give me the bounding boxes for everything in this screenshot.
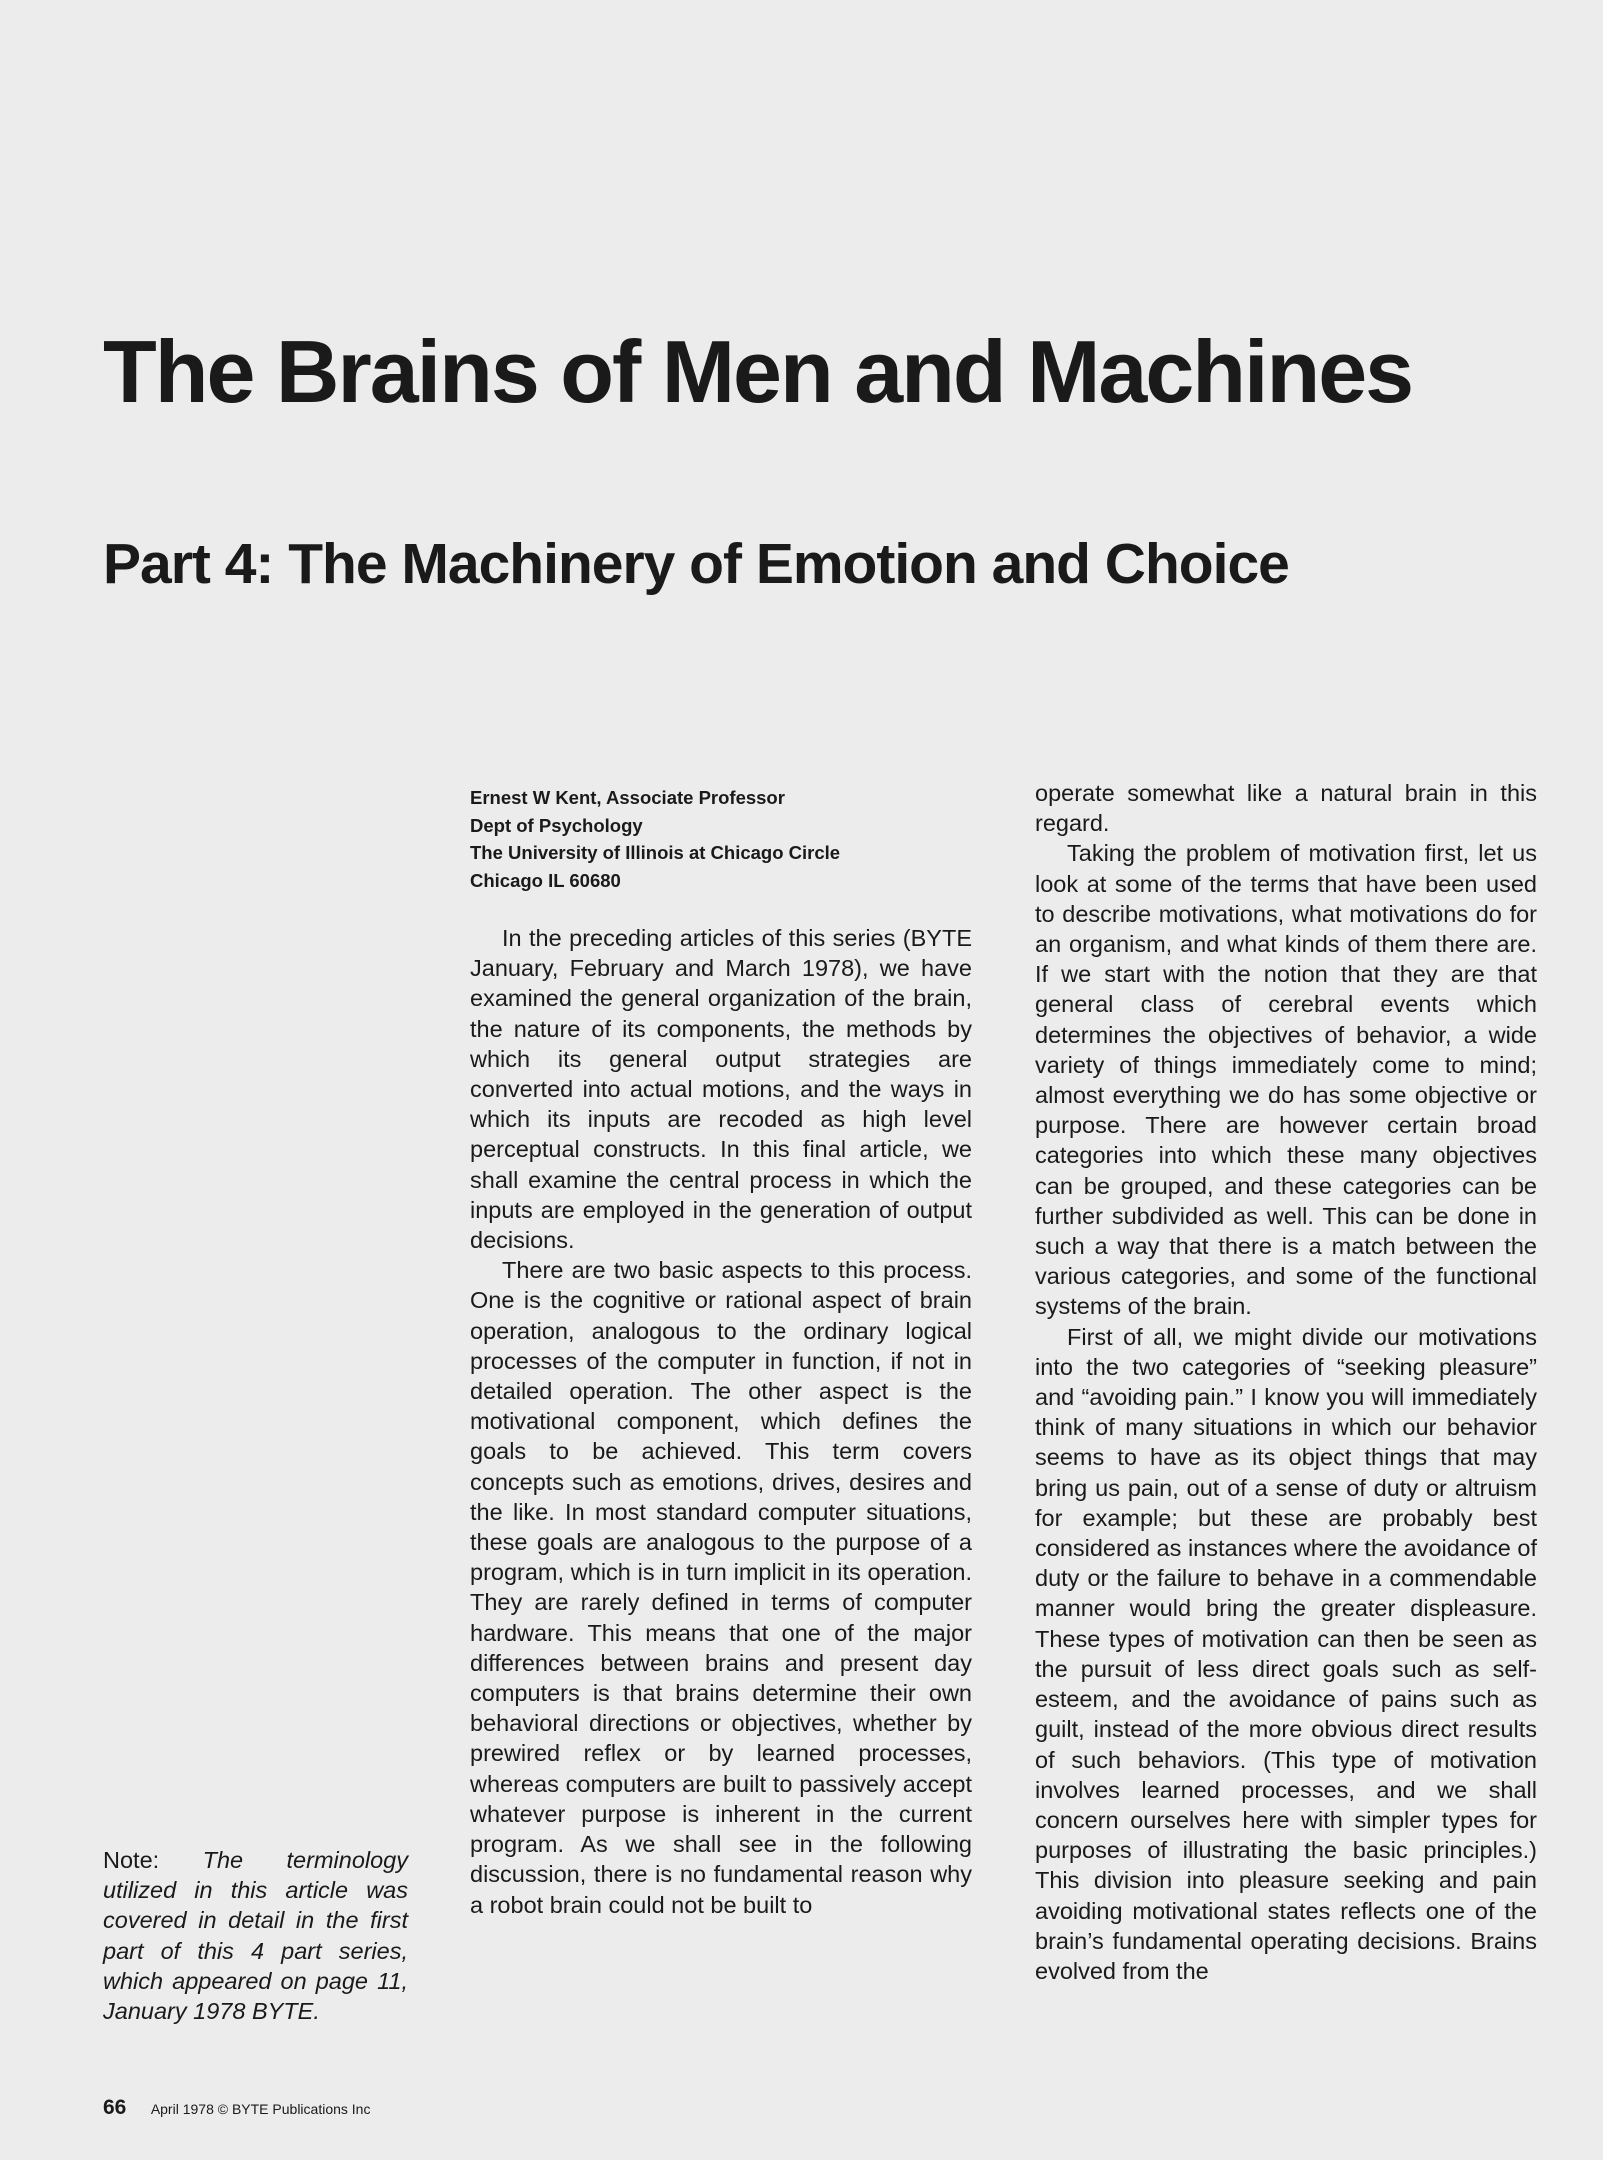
author-address: Chicago IL 60680 <box>470 869 621 891</box>
paragraph: First of all, we might divide our motivations into the two categories of “seeking pleasure” and “avoiding pain.” I know you will immediately think of many situations in which our behavior seems to have as its object things that may bring us pain, out of a sense of duty or altruism for example; but these are probably best considered as instances where the avoidance of duty or the failure to behave in a commendable manner would bring the greater displeasure. These types of motivation can then be seen as the pursuit of less direct goals such as self-esteem, and the avoidance of pains such as guilt, instead of the more obvious direct results of such behaviors. (This type of motivation involves learned processes, and we shall concern ourselves here with simpler types for purposes of illustrating the basic principles.) This division into pleasure seeking and pain avoiding motivational states reflects one of the brain’s fundamental operating decisions. Brains evolved from the <box>1035 1323 1537 1984</box>
page-footer <box>103 2096 370 2120</box>
note-label: Note: <box>103 1847 160 1873</box>
body-column-middle <box>470 923 972 1920</box>
article-title: The Brains of Men and Machines <box>103 322 1413 421</box>
author-university: The University of Illinois at Chicago Circle <box>470 842 841 863</box>
article-subtitle: Part 4: The Machinery of Emotion and Choice <box>103 532 1289 596</box>
note-text: The terminology utilized in this article was covered in detail in the first part of this 4 part series, which appeared on page 11, January 1978 BYTE. <box>103 1847 409 2025</box>
paragraph: There are two basic aspects to this process. One is the cognitive or rational aspect of brain operation, analogous to the ordinary logical processes of the computer in function, if not in detailed operation. The other aspect is the motivational component, which defines the goals to be achieved. This term covers concepts such as emotions, drives, desires and the like. In most standard computer situations, these goals are analogous to the purpose of a program, which is in turn implicit in its operation. They are rarely defined in terms of computer hardware. This means that one of the major differences between brains and present day computers is that brains determine their own behavioral directions or objectives, whether by prewired reflex or by learned processes, whereas computers are built to passively accept whatever purpose is inherent in the current program. As we shall see in the following discussion, there is no fundamental reason why a robot brain could not be built to <box>470 1257 972 1918</box>
author-block <box>470 784 990 894</box>
sidebar-note <box>103 1845 408 2026</box>
page-number: 66 <box>103 2096 127 2119</box>
author-department: Dept of Psychology <box>470 814 643 836</box>
body-column-right <box>1035 778 1537 1986</box>
publication-credit: April 1978 © BYTE Publications Inc <box>150 2101 371 2117</box>
paragraph-continuation: operate somewhat like a natural brain in this regard. <box>1035 780 1537 837</box>
author-name: Ernest W Kent, Associate Professor <box>470 787 785 808</box>
paragraph: In the preceding articles of this series (BYTE January, February and March 1978), we have examined the general organization of the brain, the nature of its components, the methods by which its general output strategies are converted into actual motions, and the ways in which its inputs are recoded as high level perceptual constructs. In this final article, we shall examine the central process in which the inputs are employed in the generation of output decisions. <box>470 925 972 1254</box>
paragraph: Taking the problem of motivation first, let us look at some of the terms that have been used to describe motivations, what motivations do for an organism, and what kinds of them there are. If we start with the notion that they are that general class of cerebral events which determines the objectives of behavior, a wide variety of things immediately come to mind; almost everything we do has some objective or purpose. There are however certain broad categories into which these many objectives can be grouped, and these categories can be further subdivided as well. This can be done in such a way that there is a match between the various categories, and some of the functional systems of the brain. <box>1035 840 1537 1320</box>
